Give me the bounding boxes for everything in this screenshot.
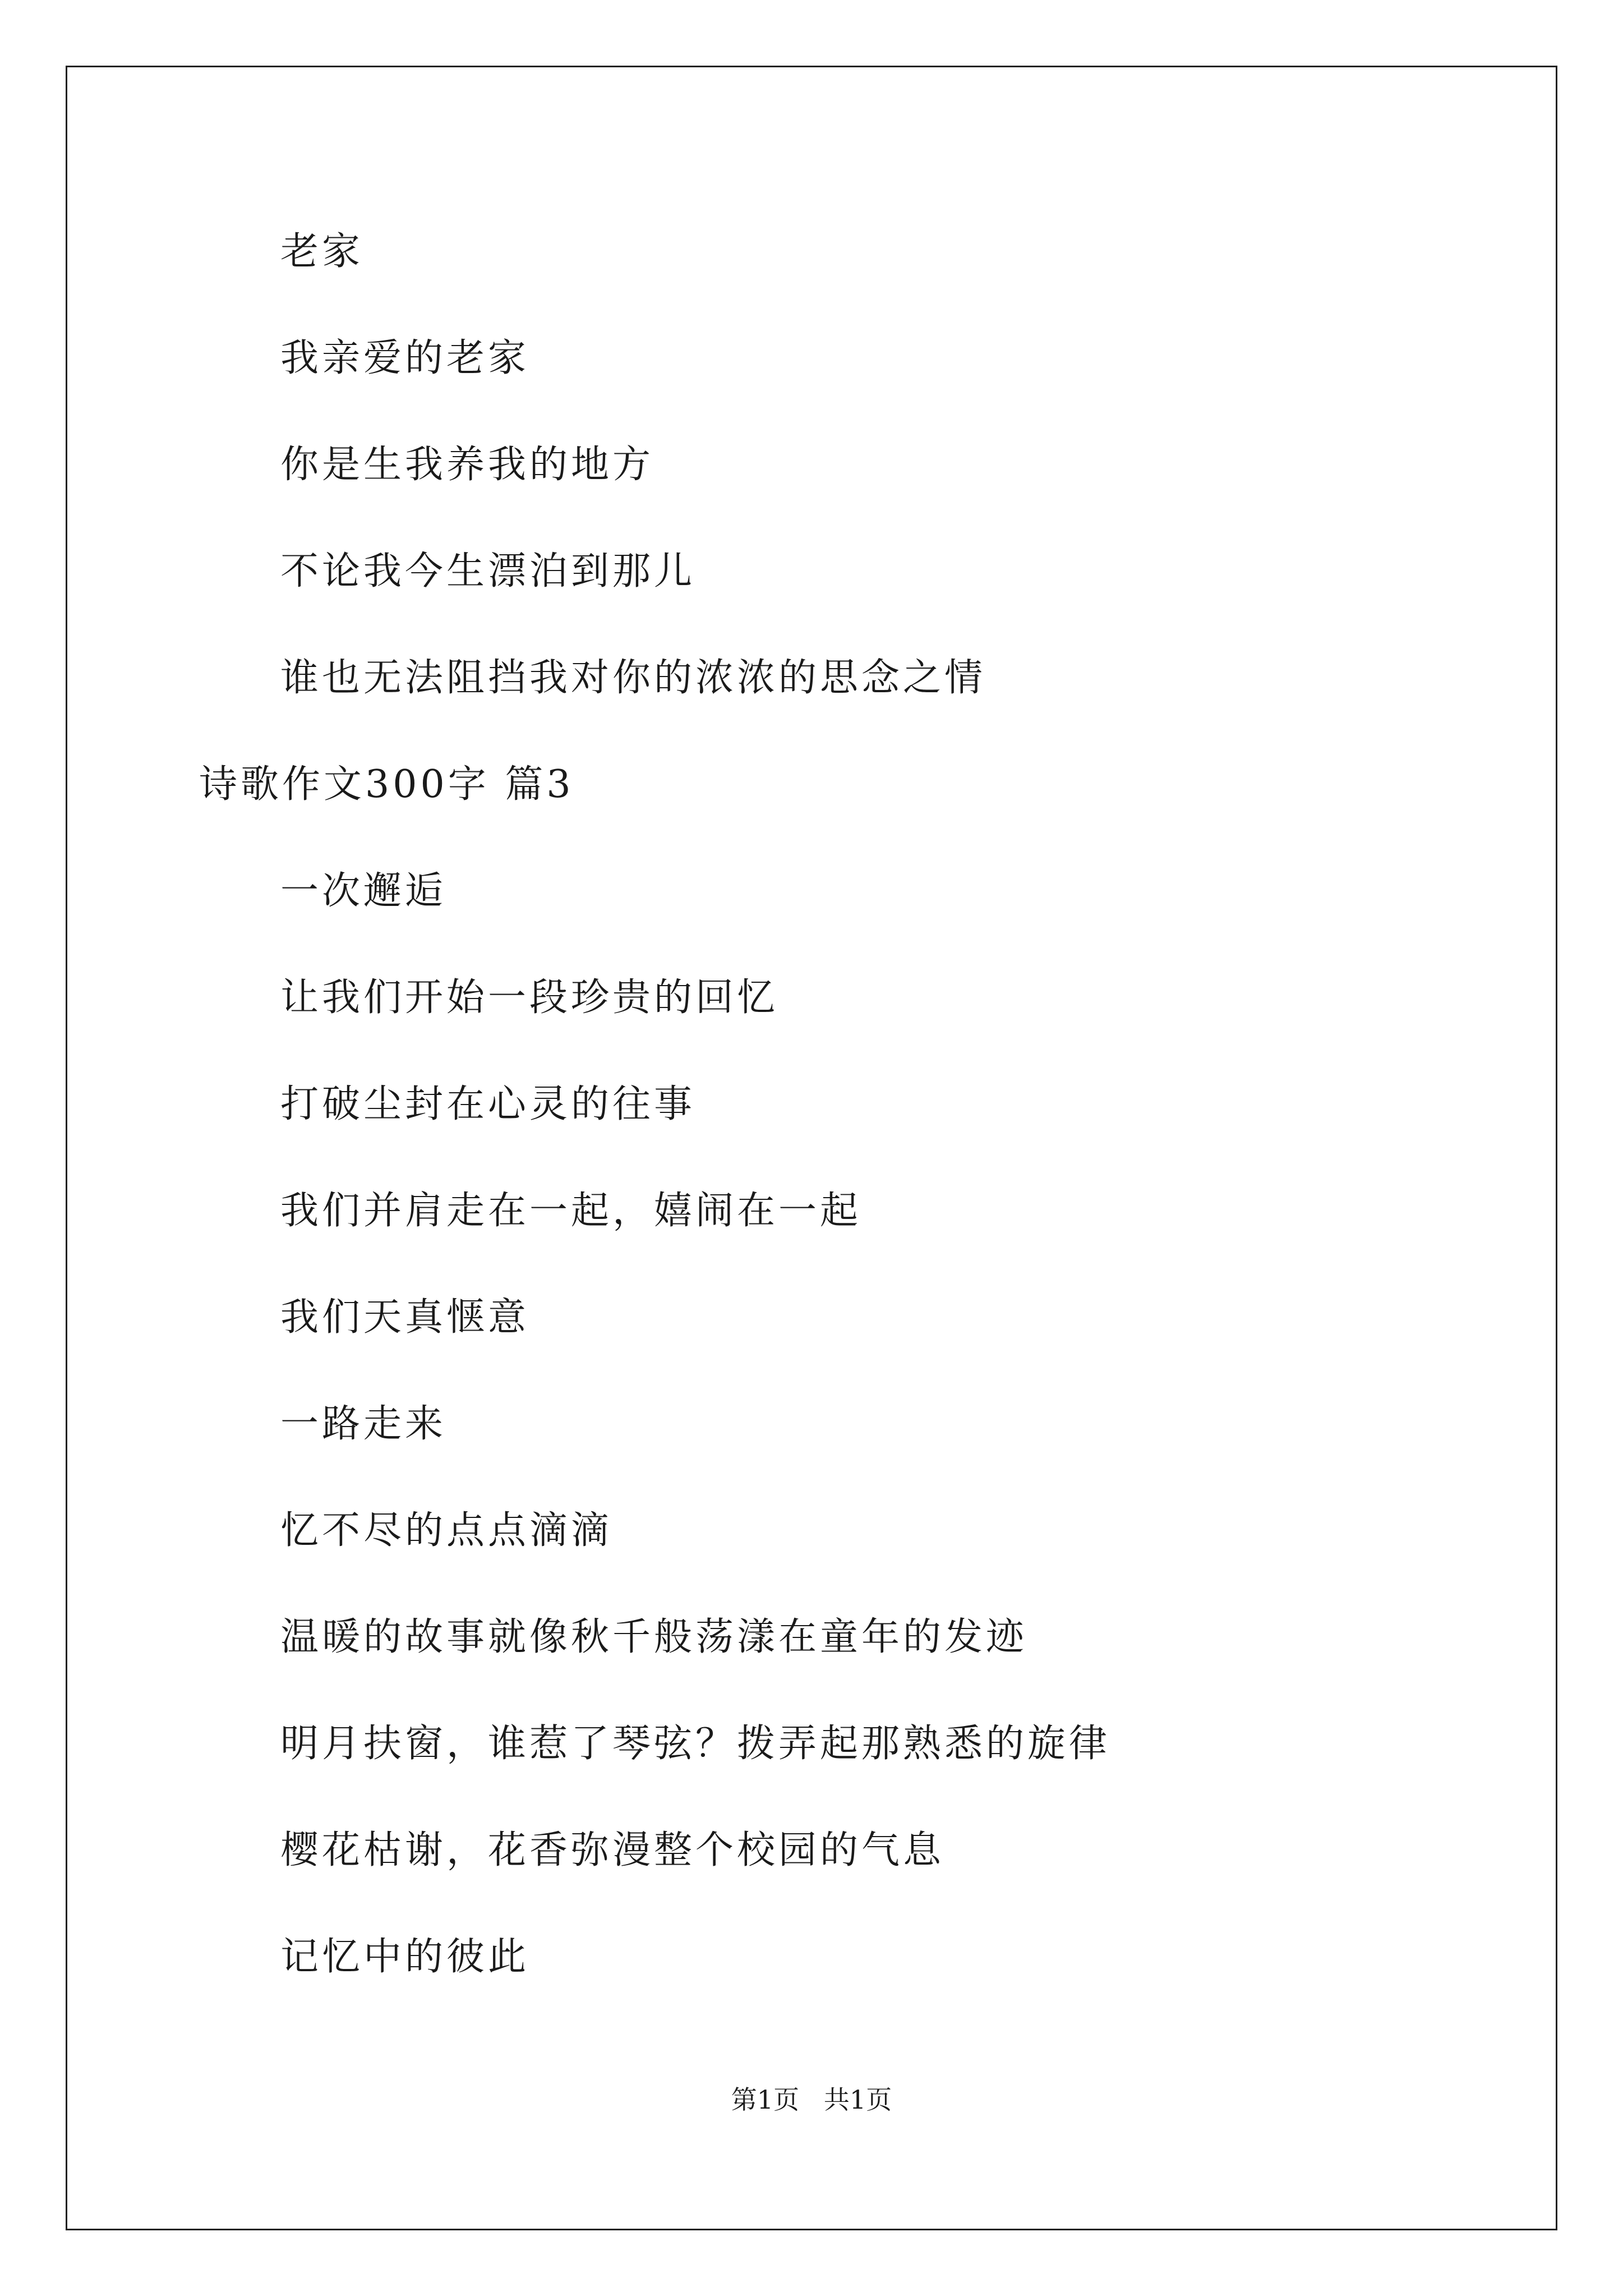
section-heading: 诗歌作文300字 篇3 (199, 762, 574, 807)
text-line: 我们并肩走在一起，嬉闹在一起 (280, 1189, 862, 1233)
text-line: 温暖的故事就像秋千般荡漾在童年的发迹 (280, 1615, 1028, 1659)
text-line: 你是生我养我的地方 (280, 443, 654, 487)
text-line: 老家 (280, 229, 364, 274)
text-line: 不论我今生漂泊到那儿 (280, 549, 696, 593)
text-line: 明月扶窗，谁惹了琴弦？拨弄起那熟悉的旋律 (280, 1722, 1111, 1766)
text-line: 一次邂逅 (280, 869, 447, 913)
text-line: 我们天真惬意 (280, 1295, 530, 1340)
text-line: 忆不尽的点点滴滴 (280, 1508, 613, 1553)
page-number-footer: 第1页 共1页 (731, 2085, 892, 2115)
text-line: 让我们开始一段珍贵的回忆 (280, 976, 779, 1020)
text-line: 我亲爱的老家 (280, 336, 530, 380)
text-line: 记忆中的彼此 (280, 1935, 530, 1979)
text-line: 打破尘封在心灵的往事 (280, 1082, 696, 1126)
text-line: 樱花枯谢，花香弥漫整个校园的气息 (280, 1828, 945, 1872)
text-line: 谁也无法阻挡我对你的浓浓的思念之情 (280, 656, 986, 700)
text-line: 一路走来 (280, 1402, 447, 1446)
page-border (66, 66, 1557, 2230)
